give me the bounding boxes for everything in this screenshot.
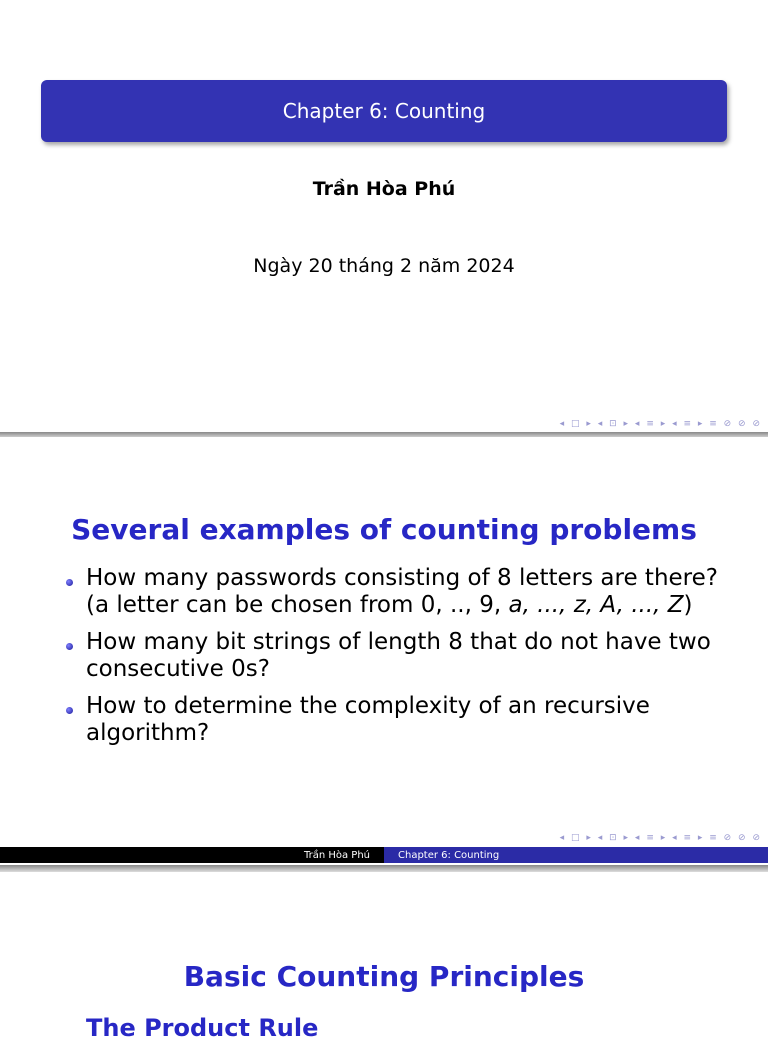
item-text: algorithm? xyxy=(86,720,210,746)
list-item xyxy=(66,693,756,747)
navigation-symbols[interactable]: ◂ □ ▸ ◂ ⊡ ▸ ◂ ≡ ▸ ◂ ≡ ▸ ≡ ⊘ ⊘ ⊘ xyxy=(559,833,762,843)
footer-author: Trần Hòa Phú xyxy=(0,847,384,863)
examples-slide xyxy=(0,437,768,865)
page-separator xyxy=(0,865,768,872)
bullet-icon xyxy=(66,579,73,586)
frame-title: Several examples of counting problems xyxy=(71,513,697,546)
item-text: How to determine the complexity of an recursive xyxy=(86,693,650,719)
item-text: consecutive 0s? xyxy=(86,656,270,682)
item-text: (a letter can be chosen from 0, .., 9, xyxy=(86,592,509,618)
bullet-icon xyxy=(66,643,73,650)
item-text: How many bit strings of length 8 that do not have two xyxy=(86,629,711,655)
item-math: a, ..., z, A, ..., Z xyxy=(508,592,684,618)
bullet-icon xyxy=(66,707,73,714)
presentation-date: Ngày 20 tháng 2 năm 2024 xyxy=(253,255,515,277)
list-item xyxy=(66,629,756,683)
title-banner xyxy=(41,80,727,142)
footer-title: Chapter 6: Counting xyxy=(384,847,768,863)
item-text: ) xyxy=(683,592,693,618)
frame-title: Basic Counting Principles xyxy=(183,960,585,993)
slide-footer xyxy=(0,847,768,863)
presentation-title: Chapter 6: Counting xyxy=(282,99,486,123)
title-slide xyxy=(0,0,768,432)
section-subtitle: The Product Rule xyxy=(86,1014,319,1042)
basic-principles-slide xyxy=(0,872,768,1042)
navigation-symbols[interactable]: ◂ □ ▸ ◂ ⊡ ▸ ◂ ≡ ▸ ◂ ≡ ▸ ≡ ⊘ ⊘ ⊘ xyxy=(559,419,762,429)
author-name: Trần Hòa Phú xyxy=(312,178,456,200)
list-item xyxy=(66,565,756,619)
item-text: How many passwords consisting of 8 letters are there? xyxy=(86,565,718,591)
bullet-list xyxy=(66,565,756,757)
